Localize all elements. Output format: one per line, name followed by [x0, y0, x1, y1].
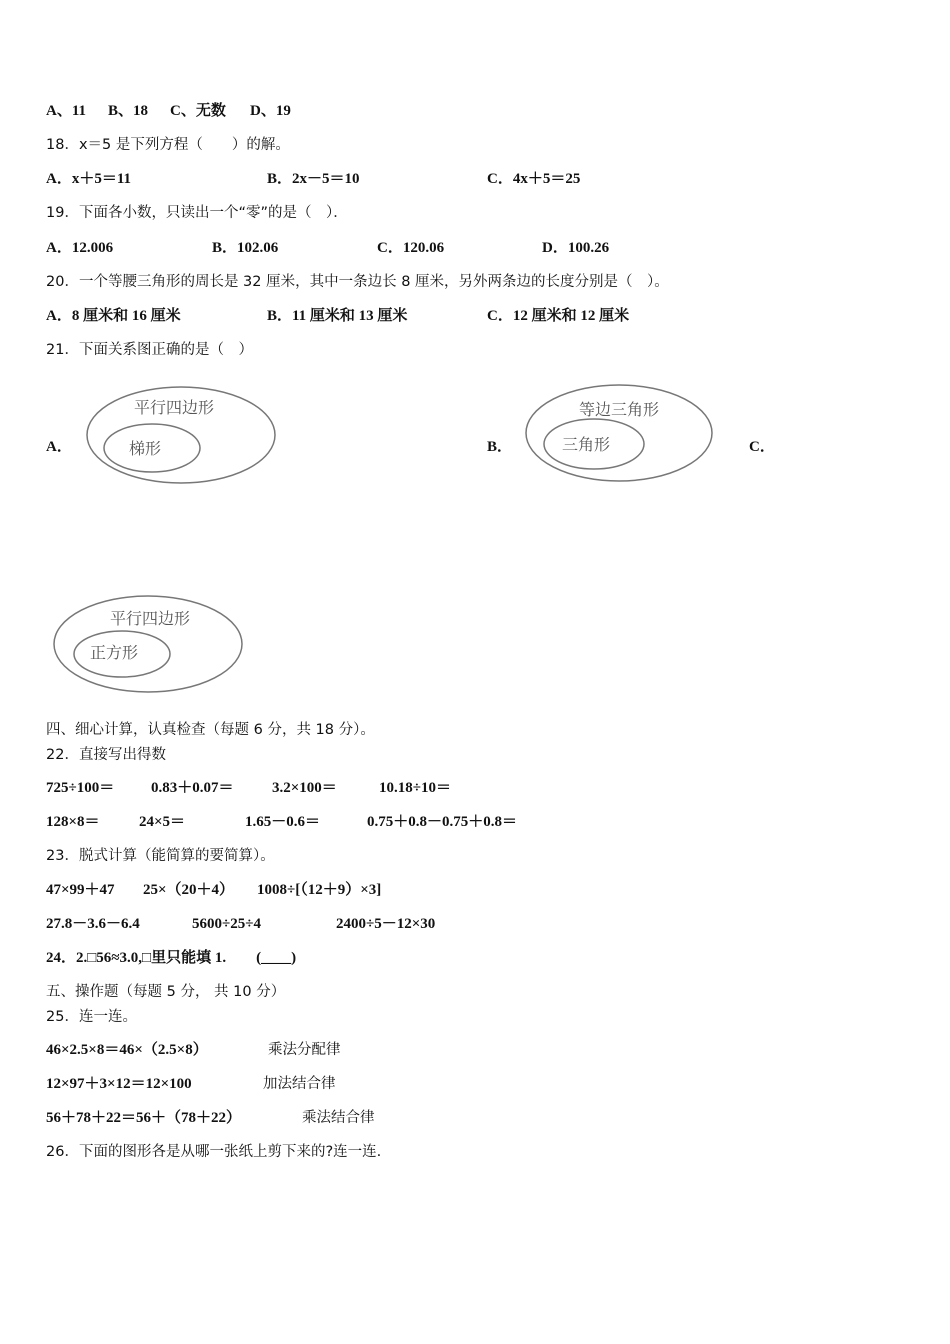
q20-stem: 20．一个等腰三角形的周长是 32 厘米，其中一条边长 8 厘米，另外两条边的长度分别是（ ）。	[46, 274, 669, 290]
q19-option-c: C．120.06	[377, 240, 445, 256]
q21-stem: 21．下面关系图正确的是（ ）	[46, 342, 253, 358]
q19-stem: 19．下面各小数，只读出一个“零”的是（ ）．	[46, 205, 348, 221]
q22-problem: 3.2×100＝	[272, 780, 337, 796]
outer-label: 等边三角形	[579, 400, 660, 419]
q23-problem: 1008÷[（12＋9）×3]	[257, 882, 382, 898]
q18-option-b: B．2x－5＝10	[267, 171, 360, 187]
q19-option-d: D．100.26	[542, 240, 610, 256]
q25-equation: 46×2.5×8＝46×（2.5×8）	[46, 1042, 208, 1058]
q17-option-b: B、18	[108, 103, 149, 119]
section-5-heading: 五、操作题（每题 5 分， 共 10 分）	[46, 984, 286, 1000]
q22-problem: 24×5＝	[139, 814, 186, 830]
q19-option-a: A．12.006	[46, 240, 114, 256]
q17-option-c: C、无数	[170, 103, 226, 119]
q25-law-name[interactable]: 乘法分配律	[268, 1042, 341, 1058]
q17-option-a: A、11	[46, 103, 87, 119]
q23-problem: 5600÷25÷4	[192, 916, 261, 932]
q23-stem: 23．脱式计算（能简算的要简算）。	[46, 848, 275, 864]
q20-option-b: B．11 厘米和 13 厘米	[267, 308, 408, 324]
q25-equation: 56＋78＋22＝56＋（78＋22）	[46, 1110, 242, 1126]
q22-problem: 1.65－0.6＝	[245, 814, 321, 830]
q25-equation: 12×97＋3×12＝12×100	[46, 1076, 192, 1092]
q17-option-d: D、19	[250, 103, 291, 119]
q18-option-c: C．4x＋5＝25	[487, 171, 581, 187]
inner-label: 梯形	[129, 439, 162, 458]
q23-problem: 47×99＋47	[46, 882, 115, 898]
q22-problem: 10.18÷10＝	[379, 780, 451, 796]
q25-law-name[interactable]: 加法结合律	[263, 1076, 336, 1092]
q22-problem: 128×8＝	[46, 814, 100, 830]
q18-option-a: A．x＋5＝11	[46, 171, 132, 187]
inner-label: 正方形	[90, 643, 139, 662]
q21-option-c-label: C．	[749, 439, 775, 455]
q22-problem: 725÷100＝	[46, 780, 115, 796]
q18-stem: 18．x＝5 是下列方程（ ）的解。	[46, 137, 290, 153]
inner-label: 三角形	[562, 435, 611, 454]
q23-problem: 25×（20＋4）	[143, 882, 235, 898]
venn-diagram-a	[84, 385, 279, 487]
q20-option-c: C．12 厘米和 12 厘米	[487, 308, 630, 324]
q19-option-b: B．102.06	[212, 240, 279, 256]
q24-stem: 24．2.□56≈3.0,□里只能填 1. (____)	[46, 950, 297, 966]
q22-stem: 22．直接写出得数	[46, 747, 166, 763]
q21-option-b-label: B．	[487, 439, 513, 455]
outer-label: 平行四边形	[134, 398, 215, 417]
venn-diagram-c	[52, 594, 246, 696]
q25-stem: 25．连一连。	[46, 1009, 137, 1025]
outer-label: 平行四边形	[110, 609, 191, 628]
q21-option-a-label: A．	[46, 439, 72, 455]
q20-option-a: A．8 厘米和 16 厘米	[46, 308, 181, 324]
q23-problem: 27.8－3.6－6.4	[46, 916, 140, 932]
q22-problem: 0.83＋0.07＝	[151, 780, 234, 796]
q25-law-name[interactable]: 乘法结合律	[302, 1110, 375, 1126]
q23-problem: 2400÷5－12×30	[336, 916, 436, 932]
q26-stem: 26．下面的图形各是从哪一张纸上剪下来的?连一连.	[46, 1144, 382, 1160]
venn-diagram-b	[524, 383, 716, 485]
q22-problem: 0.75＋0.8－0.75＋0.8＝	[367, 814, 518, 830]
section-4-heading: 四、细心计算，认真检查（每题 6 分，共 18 分）。	[46, 722, 375, 738]
